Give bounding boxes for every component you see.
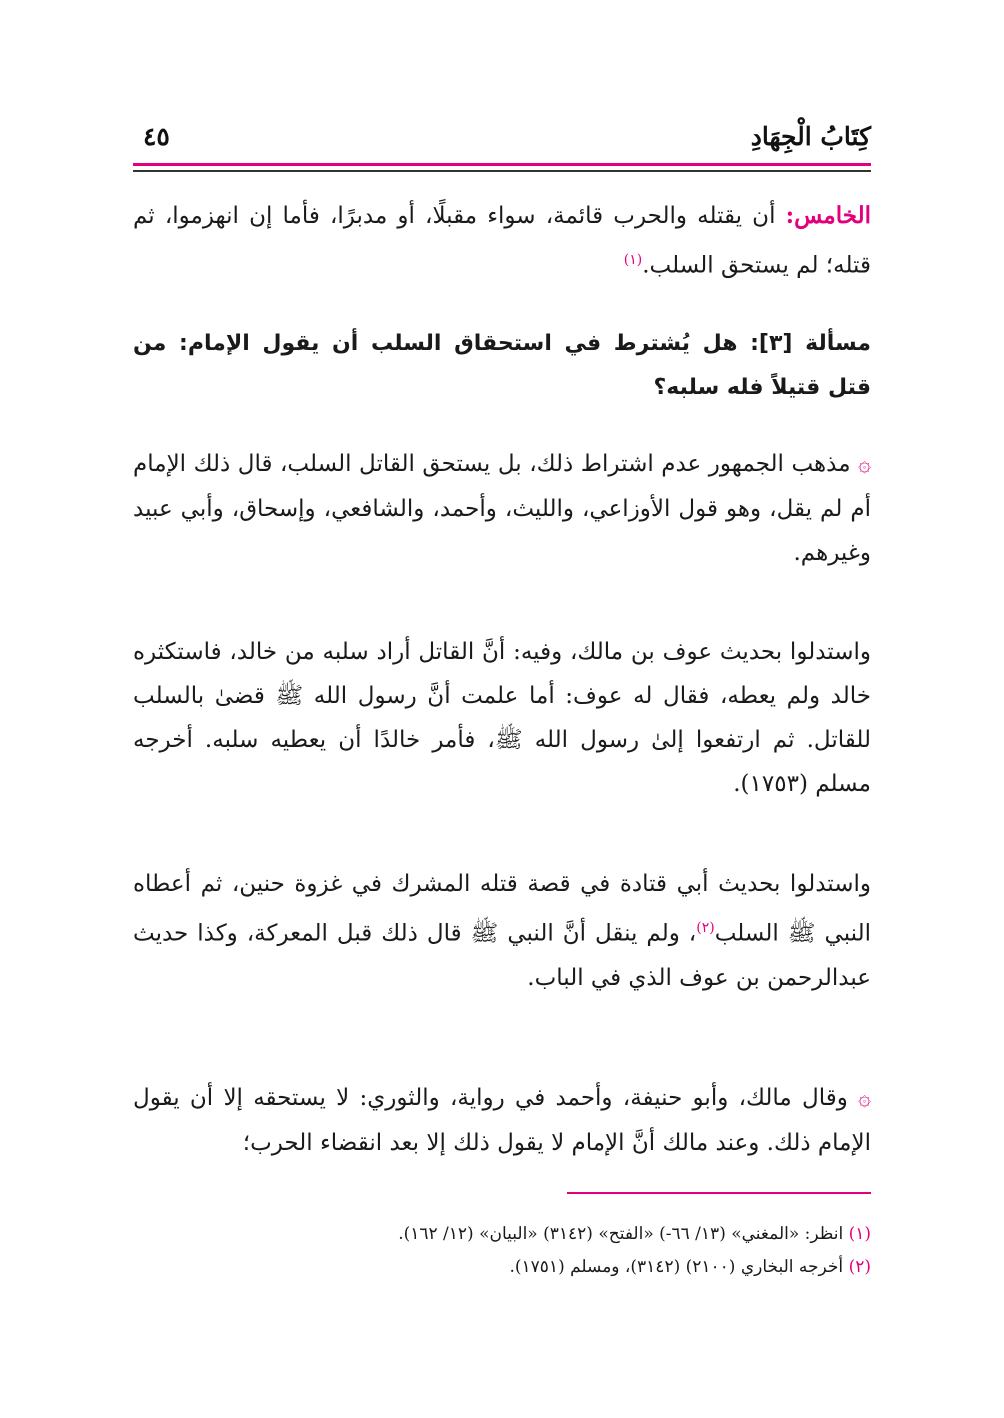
paragraph-lead-label: الخامس: [785,202,871,229]
page-number: ٤٥ [143,122,170,151]
flower-ornament-icon: ۞ [858,1086,872,1111]
footnote-2 [133,1251,871,1284]
paragraph-fifth-condition [133,194,871,288]
footnote-number: (١) [848,1224,871,1244]
flower-ornament-icon: ۞ [858,452,871,477]
header-rule-dark [133,170,871,172]
footnote-1 [133,1218,871,1251]
paragraph-majority-view [133,442,871,575]
book-title: كِتَابُ الْجِهَادِ [750,122,871,151]
paragraph-qatada-hadith [133,862,871,1000]
paragraph-malik-view [133,1076,871,1165]
paragraph-text: مذهب الجمهور عدم اشتراط ذلك، بل يستحق القاتل السلب، قال ذلك الإمام أم لم يقل، وهو قول الأوزاعي، والليث، وأحمد، والشافعي، وإسحاق، وأبي عبيد وغيرهم. [133,451,871,566]
paragraph-text: واستدلوا بحديث أبي قتادة في قصة قتله المشرك في غزوة حنين، ثم أعطاه النبي ﷺ السلب [133,871,871,947]
page-header [133,118,871,158]
issue-heading: مسألة [٣]: هل يُشترط في استحقاق السلب أن يقول الإمام: من قتل قتيلاً فله سلبه؟ [133,331,871,400]
footnote-text: انظر: «المغني» (١٣/ ٦٦-) «الفتح» (٣١٤٢) «البيان» (١٢/ ١٦٢). [398,1224,844,1244]
paragraph-text: أن يقتله والحرب قائمة، سواء مقبلًا، أو مدبرًا، فأما إن انهزموا، ثم قتله؛ لم يستحق السلب. [133,203,871,279]
footnote-text: أخرجه البخاري (٢١٠٠) (٣١٤٢)، ومسلم (١٧٥١). [509,1257,844,1277]
paragraph-text: ، ولم ينقل أنَّ النبي ﷺ قال ذلك قبل المعركة، وكذا حديث عبدالرحمن بن عوف الذي في الباب. [133,920,871,991]
footnote-separator [567,1192,871,1194]
paragraph-awf-hadith: واستدلوا بحديث عوف بن مالك، وفيه: أنَّ القاتل أراد سلبه من خالد، فاستكثره خالد ولم يعطه، فقال له عوف: أما علمت أنَّ رسول الله ﷺ قضىٰ بالسلب للقاتل. ثم ارتفعوا إلىٰ رسول الله ﷺ، فأمر خالدًا أن يعطيه سلبه. أخرجه مسلم (١٧٥٣). [133,639,871,797]
footnotes [133,1218,871,1284]
footnote-number: (٢) [848,1257,871,1277]
footnote-ref-2[interactable]: (٢) [696,920,715,936]
paragraph-text: وقال مالك، وأبو حنيفة، وأحمد في رواية، والثوري: لا يستحقه إلا أن يقول الإمام ذلك. وعند مالك أنَّ الإمام لا يقول ذلك إلا بعد انقضاء الحرب؛ [133,1085,871,1156]
header-rule-accent [133,163,871,166]
footnote-ref-1[interactable]: (١) [623,252,643,268]
